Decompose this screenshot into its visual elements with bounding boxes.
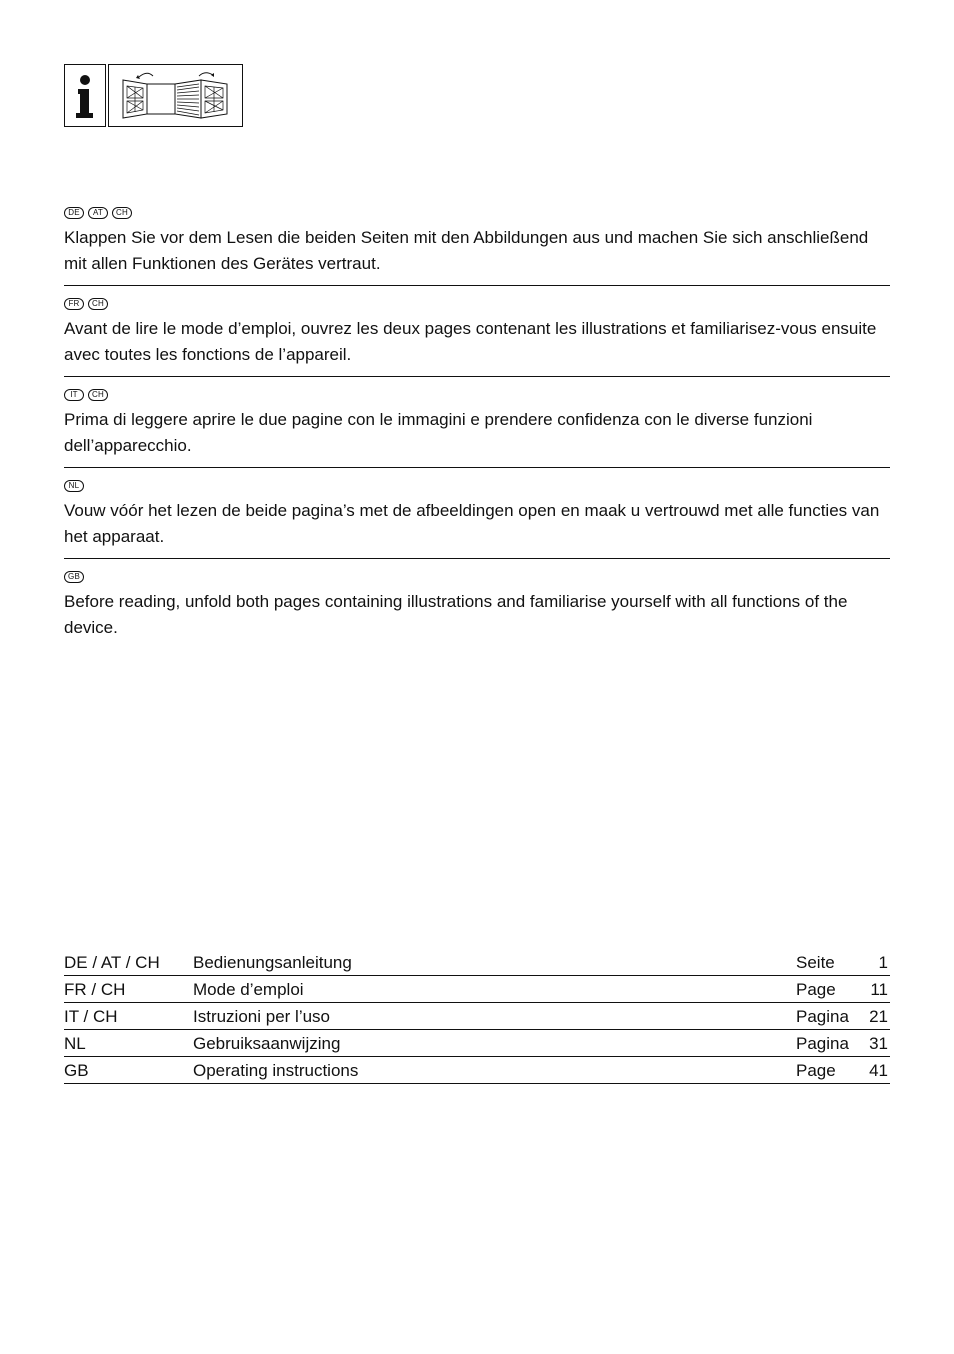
toc-language-code: GB	[64, 1061, 89, 1080]
badge-fr: FR	[64, 298, 84, 310]
toc-page-number: 21	[869, 1007, 888, 1026]
toc-title: Operating instructions	[193, 1061, 359, 1080]
toc-language-code: IT / CH	[64, 1007, 118, 1026]
toc-row[interactable]	[64, 1057, 890, 1084]
info-icon	[64, 64, 106, 127]
toc-page-number: 31	[869, 1034, 888, 1053]
toc-page-number: 11	[870, 980, 888, 999]
toc-language-code: NL	[64, 1034, 86, 1053]
instruction-text: Prima di leggere aprire le due pagine con le immagini e prendere confidenza con le diverse funzioni dell’apparecchio.	[64, 410, 813, 455]
section-de	[64, 206, 890, 276]
toc-language-code: DE / AT / CH	[64, 953, 160, 972]
divider	[64, 376, 890, 377]
instruction-text: Before reading, unfold both pages containing illustrations and familiarise yourself with all functions of the device.	[64, 592, 848, 637]
toc-page-word: Pagina	[796, 1007, 849, 1026]
toc-row[interactable]	[64, 1030, 890, 1057]
badge-gb: GB	[64, 571, 84, 583]
fold-out-pages-icon	[108, 64, 243, 127]
section-gb	[64, 570, 890, 640]
toc-page-word: Page	[796, 1061, 836, 1080]
language-badges	[64, 570, 890, 584]
language-badges	[64, 297, 890, 311]
toc-page-word: Page	[796, 980, 836, 999]
language-badges	[64, 479, 890, 493]
toc-page-number: 41	[869, 1061, 888, 1080]
toc-row[interactable]	[64, 1003, 890, 1030]
instruction-text: Avant de lire le mode d’emploi, ouvrez les deux pages contenant les illustrations et familiarisez-vous ensuite avec toutes les fonctions de l’appareil.	[64, 319, 877, 364]
language-badges	[64, 388, 890, 402]
toc-page-word: Pagina	[796, 1034, 849, 1053]
badge-ch: CH	[88, 298, 108, 310]
section-fr	[64, 297, 890, 367]
divider	[64, 467, 890, 468]
toc-title: Istruzioni per l’uso	[193, 1007, 331, 1026]
toc-page-word: Seite	[796, 953, 835, 972]
badge-ch: CH	[112, 207, 132, 219]
table-of-contents	[64, 949, 890, 1084]
badge-at: AT	[88, 207, 108, 219]
toc-page-number: 1	[878, 953, 888, 972]
toc-title: Mode d’emploi	[193, 980, 304, 999]
toc-row[interactable]	[64, 949, 890, 976]
badge-de: DE	[64, 207, 84, 219]
toc-title: Gebruiksaanwijzing	[193, 1034, 341, 1053]
badge-ch: CH	[88, 389, 108, 401]
toc-row[interactable]	[64, 976, 890, 1003]
toc-title: Bedienungsanleitung	[193, 953, 352, 972]
badge-nl: NL	[64, 480, 84, 492]
instruction-text: Vouw vóór het lezen de beide pagina’s met de afbeeldingen open en maak u vertrouwd met alle functies van het apparaat.	[64, 501, 880, 546]
language-badges	[64, 206, 890, 220]
divider	[64, 285, 890, 286]
divider	[64, 558, 890, 559]
section-nl	[64, 479, 890, 549]
instruction-text: Klappen Sie vor dem Lesen die beiden Seiten mit den Abbildungen aus und machen Sie sich anschließend mit allen Funktionen des Gerätes vertraut.	[64, 228, 869, 273]
badge-it: IT	[64, 389, 84, 401]
toc-language-code: FR / CH	[64, 980, 126, 999]
section-it	[64, 388, 890, 458]
